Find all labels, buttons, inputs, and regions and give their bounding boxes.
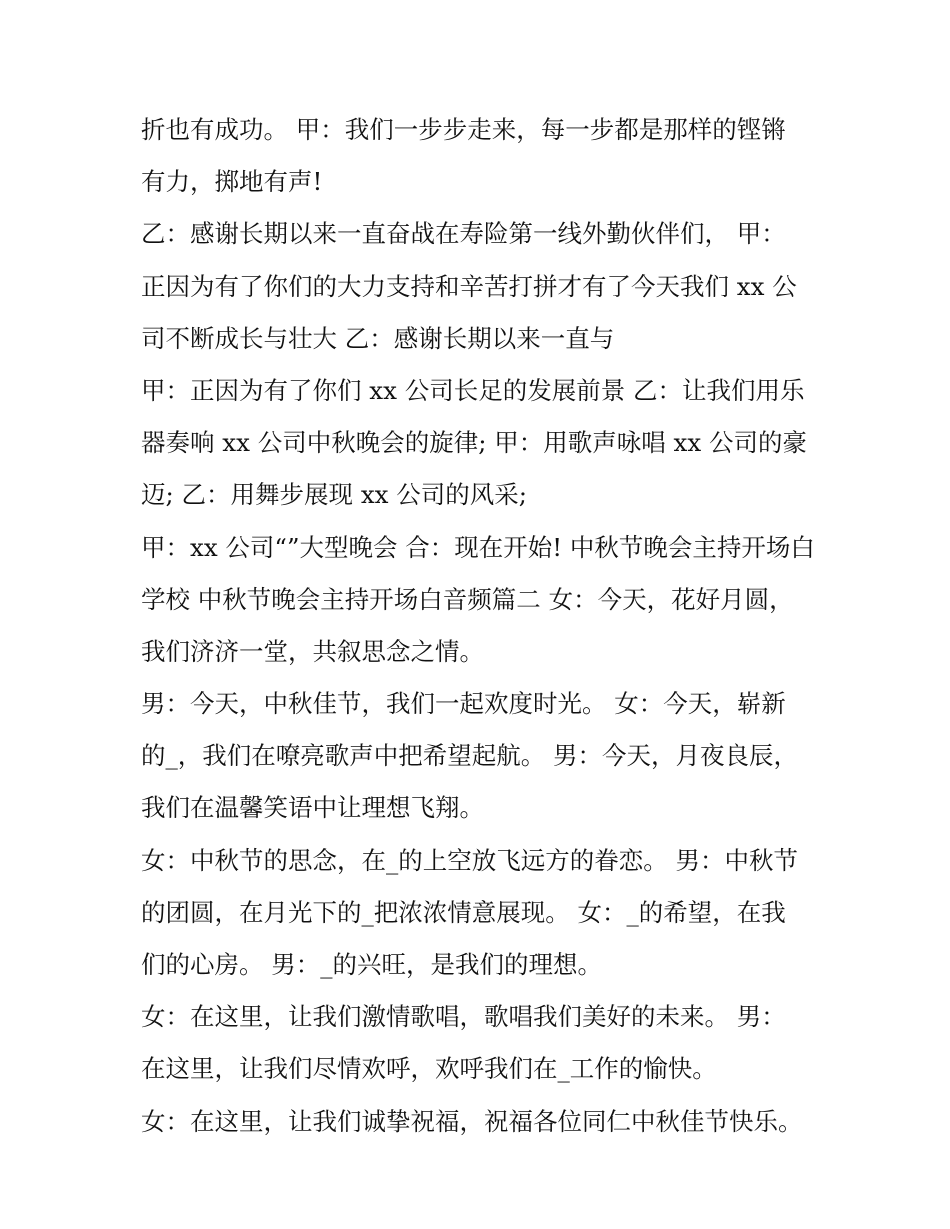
text-line: 迈; 乙：用舞步展现 xx 公司的风采;: [141, 480, 528, 510]
text-line: 学校 中秋节晚会主持开场白音频篇二 女：今天，花好月圆，: [141, 584, 794, 614]
text-line: 我们济济一堂，共叙思念之情。: [141, 636, 484, 666]
text-line: 器奏响 xx 公司中秋晚会的旋律; 甲：用歌声咏唱 xx 公司的豪: [141, 428, 807, 458]
text-line: 甲：正因为有了你们 xx 公司长足的发展前景 乙：让我们用乐: [141, 375, 805, 405]
text-line: 女：在这里，让我们激情歌唱，歌唱我们美好的未来。 男：: [141, 1002, 786, 1032]
text-line: 我们在温馨笑语中让理想飞翔。: [141, 793, 484, 823]
text-line: 乙：感谢长期以来一直奋战在寿险第一线外勤伙伴们， 甲：: [141, 219, 786, 249]
text-line: 男：今天，中秋佳节，我们一起欢度时光。 女：今天，崭新: [141, 689, 786, 719]
text-line: 女：在这里，让我们诚挚祝福，祝福各位同仁中秋佳节快乐。: [141, 1106, 803, 1136]
text-line: 的_，我们在嘹亮歌声中把希望起航。 男：今天，月夜良辰，: [141, 741, 799, 771]
text-line: 甲：xx 公司“”大型晚会 合：现在开始! 中秋节晚会主持开场白: [141, 532, 815, 562]
text-line: 的团圆，在月光下的_把浓浓情意展现。 女：_的希望，在我: [141, 897, 786, 927]
text-line: 们的心房。 男：_的兴旺，是我们的理想。: [141, 950, 603, 979]
text-line: 有力，掷地有声!: [141, 167, 323, 197]
body-text: [141, 104, 821, 1148]
text-line: 司不断成长与壮大 乙：感谢长期以来一直与: [141, 323, 615, 353]
text-line: 女：中秋节的思念，在_的上空放飞远方的眷恋。 男：中秋节: [141, 845, 799, 875]
text-line: 在这里，让我们尽情欢呼，欢呼我们在_工作的愉快。: [141, 1054, 717, 1084]
text-line: 正因为有了你们的大力支持和辛苦打拼才有了今天我们 xx 公: [141, 271, 797, 301]
text-line: 折也有成功。 甲：我们一步步走来，每一步都是那样的铿锵: [141, 115, 786, 144]
